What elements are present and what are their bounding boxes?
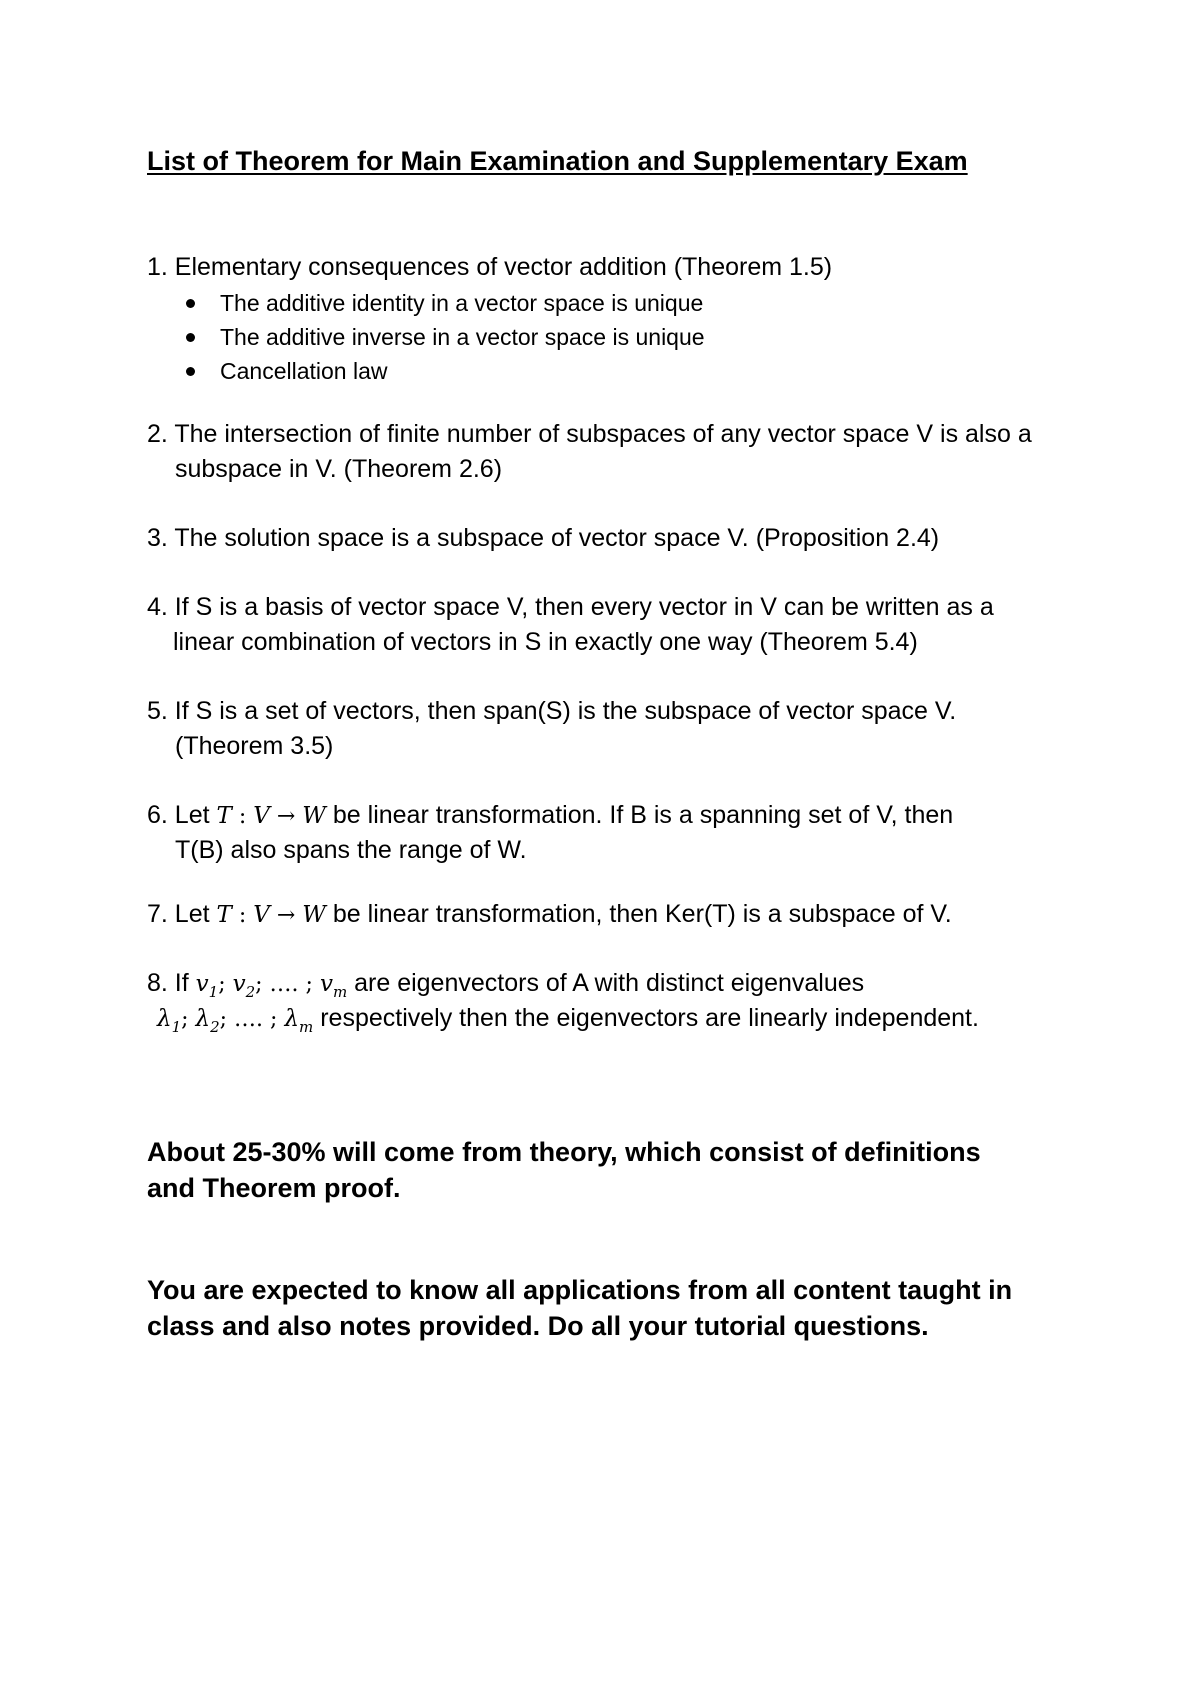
theorem-item-4-line1: 4. If S is a basis of vector space V, then every vector in V can be written as a (147, 593, 994, 621)
theorem-item-6-line1: 6. Let T : V → W be linear transformation. If B is a spanning set of V, then (147, 801, 954, 829)
theorem-item-3-line1: 3. The solution space is a subspace of vector space V. (Proposition 2.4) (147, 524, 940, 552)
bullet-item: Cancellation law (185, 354, 705, 388)
theorem-item-5-line2: (Theorem 3.5) (175, 732, 334, 760)
theorem-item-6 (147, 798, 953, 868)
math-symbol: W (302, 803, 326, 829)
theorem-item-8-line2: $\lambda_1$; $\lambda_2$; …. ; $\lambda_m$ respectively then the eigenvectors are linearly independent. (157, 1004, 979, 1036)
math-symbol: T (216, 803, 232, 829)
theorem-item-8-line1: 8. If $v_1$; $v_2$; …. ; $v_m$ are eigenvectors of A with distinct eigenvalues (147, 969, 865, 1001)
lambda-symbol: λ (195, 1006, 211, 1032)
theorem-item-4-line2: linear combination of vectors in S in exactly one way (Theorem 5.4) (173, 628, 918, 656)
lambda-symbol: λ (284, 1006, 300, 1032)
theorem-item-6-line2: T(B) also spans the range of W. (175, 836, 527, 864)
document-title: List of Theorem for Main Examination and Supplementary Exam (147, 146, 968, 176)
theorem-item-1-text: 1. Elementary consequences of vector addition (Theorem 1.5) (147, 253, 833, 281)
theorem-item-1 (147, 250, 832, 285)
theorem-item-3 (147, 521, 939, 556)
math-symbol: v (319, 971, 333, 997)
theorem-item-7-line1: 7. Let T : V → W be linear transformation, then Ker(T) is a subspace of V. (147, 900, 952, 928)
math-symbol: v (232, 971, 246, 997)
applications-note: You are expected to know all applications from all content taught in class and also notes provided. Do all your tutorial questions. (147, 1275, 1013, 1341)
bullet-item: The additive identity in a vector space is unique (185, 286, 705, 320)
theorem-item-2 (147, 417, 1032, 487)
theorem-item-2-line2: subspace in V. (Theorem 2.6) (175, 455, 503, 483)
math-symbol: v (195, 971, 209, 997)
theorem-item-2-line1: 2. The intersection of finite number of subspaces of any vector space V is also a (147, 420, 1032, 448)
theorem-item-4 (147, 590, 994, 660)
arrow-symbol: → (269, 903, 303, 928)
theorem-item-8 (147, 966, 979, 1036)
math-symbol: V (253, 902, 270, 928)
math-symbol: T (216, 902, 232, 928)
lambda-symbol: λ (157, 1006, 172, 1032)
theorem-item-1-bullets (185, 286, 705, 388)
theory-note: About 25-30% will come from theory, which consist of definitions and Theorem proof. (147, 1137, 981, 1203)
theorem-item-7 (147, 897, 952, 932)
theorem-item-5-line1: 5. If S is a set of vectors, then span(S) is the subspace of vector space V. (147, 697, 957, 725)
math-symbol: V (253, 803, 270, 829)
bullet-item: The additive inverse in a vector space is unique (185, 320, 705, 354)
arrow-symbol: → (269, 804, 303, 829)
math-symbol: W (302, 902, 326, 928)
theorem-item-5 (147, 694, 956, 764)
